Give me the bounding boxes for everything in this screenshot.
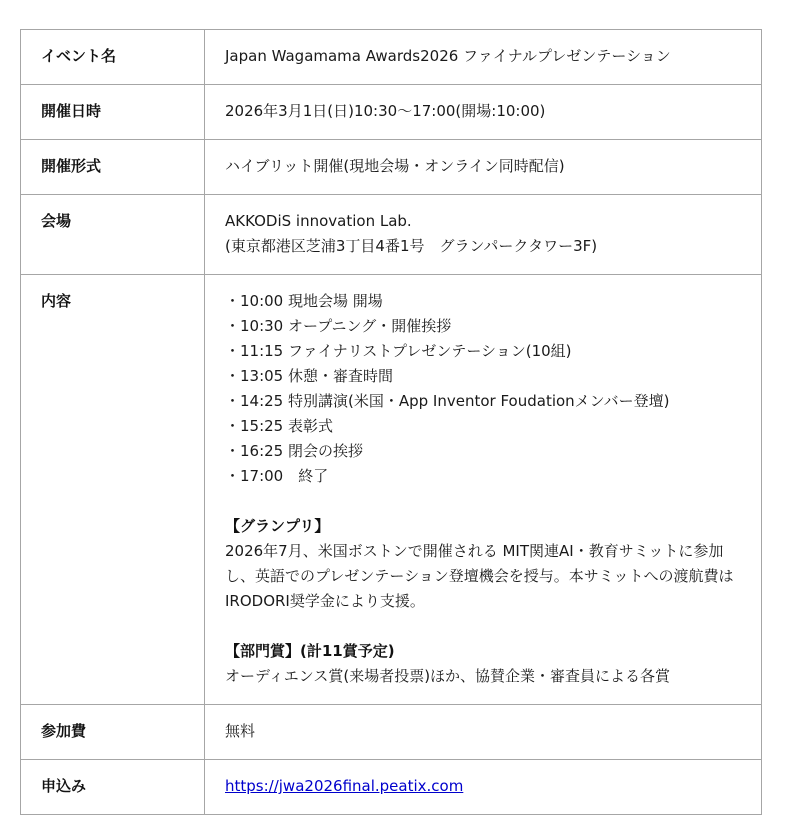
blank-line bbox=[225, 489, 741, 514]
table-row-format bbox=[21, 140, 762, 195]
category-awards-description: オーディエンス賞(来場者投票)ほか、協賛企業・審査員による各賞 bbox=[225, 667, 671, 685]
row-label-venue: 会場 bbox=[21, 195, 205, 275]
schedule-item: ・14:25 特別講演(米国・App Inventor Foudationメンバー登壇) bbox=[225, 392, 670, 410]
table-row-fee bbox=[21, 705, 762, 760]
blank-line bbox=[225, 614, 741, 639]
schedule-item: ・10:00 現地会場 開場 bbox=[225, 292, 383, 310]
row-label-application: 申込み bbox=[21, 760, 205, 815]
application-link[interactable]: https://jwa2026final.peatix.com bbox=[225, 777, 464, 795]
venue-name: AKKODiS innovation Lab. bbox=[225, 212, 412, 230]
table-row-event-name bbox=[21, 30, 762, 85]
row-label-fee: 参加費 bbox=[21, 705, 205, 760]
row-value-application bbox=[205, 760, 762, 815]
grand-prix-heading: 【グランプリ】 bbox=[225, 517, 330, 535]
row-value-format: ハイブリット開催(現地会場・オンライン同時配信) bbox=[205, 140, 762, 195]
grand-prix-description: 2026年7月、米国ボストンで開催される MIT関連AI・教育サミットに参加し、英語でのプレゼンテーション登壇機会を授与。本サミットへの渡航費は IRODORI奨学金により支援。 bbox=[225, 542, 734, 610]
row-value-date-time: 2026年3月1日(日)10:30〜17:00(開場:10:00) bbox=[205, 85, 762, 140]
row-label-contents: 内容 bbox=[21, 275, 205, 705]
table-row-venue bbox=[21, 195, 762, 275]
schedule-item: ・16:25 閉会の挨拶 bbox=[225, 442, 363, 460]
venue-address: (東京都港区芝浦3丁目4番1号 グランパークタワー3F) bbox=[225, 237, 598, 255]
row-label-date-time: 開催日時 bbox=[21, 85, 205, 140]
row-value-fee: 無料 bbox=[205, 705, 762, 760]
row-label-format: 開催形式 bbox=[21, 140, 205, 195]
schedule-item: ・13:05 休憩・審査時間 bbox=[225, 367, 393, 385]
table-row-application bbox=[21, 760, 762, 815]
table-row-contents bbox=[21, 275, 762, 705]
schedule-item: ・17:00 終了 bbox=[225, 467, 329, 485]
row-value-event-name: Japan Wagamama Awards2026 ファイナルプレゼンテーション bbox=[205, 30, 762, 85]
category-awards-heading: 【部門賞】(計11賞予定) bbox=[225, 642, 395, 660]
schedule-item: ・15:25 表彰式 bbox=[225, 417, 333, 435]
table-row-date-time bbox=[21, 85, 762, 140]
row-value-venue bbox=[205, 195, 762, 275]
schedule-item: ・11:15 ファイナリストプレゼンテーション(10組) bbox=[225, 342, 572, 360]
schedule-item: ・10:30 オープニング・開催挨拶 bbox=[225, 317, 452, 335]
row-value-contents bbox=[205, 275, 762, 705]
row-label-event-name: イベント名 bbox=[21, 30, 205, 85]
event-info-table bbox=[20, 29, 762, 815]
